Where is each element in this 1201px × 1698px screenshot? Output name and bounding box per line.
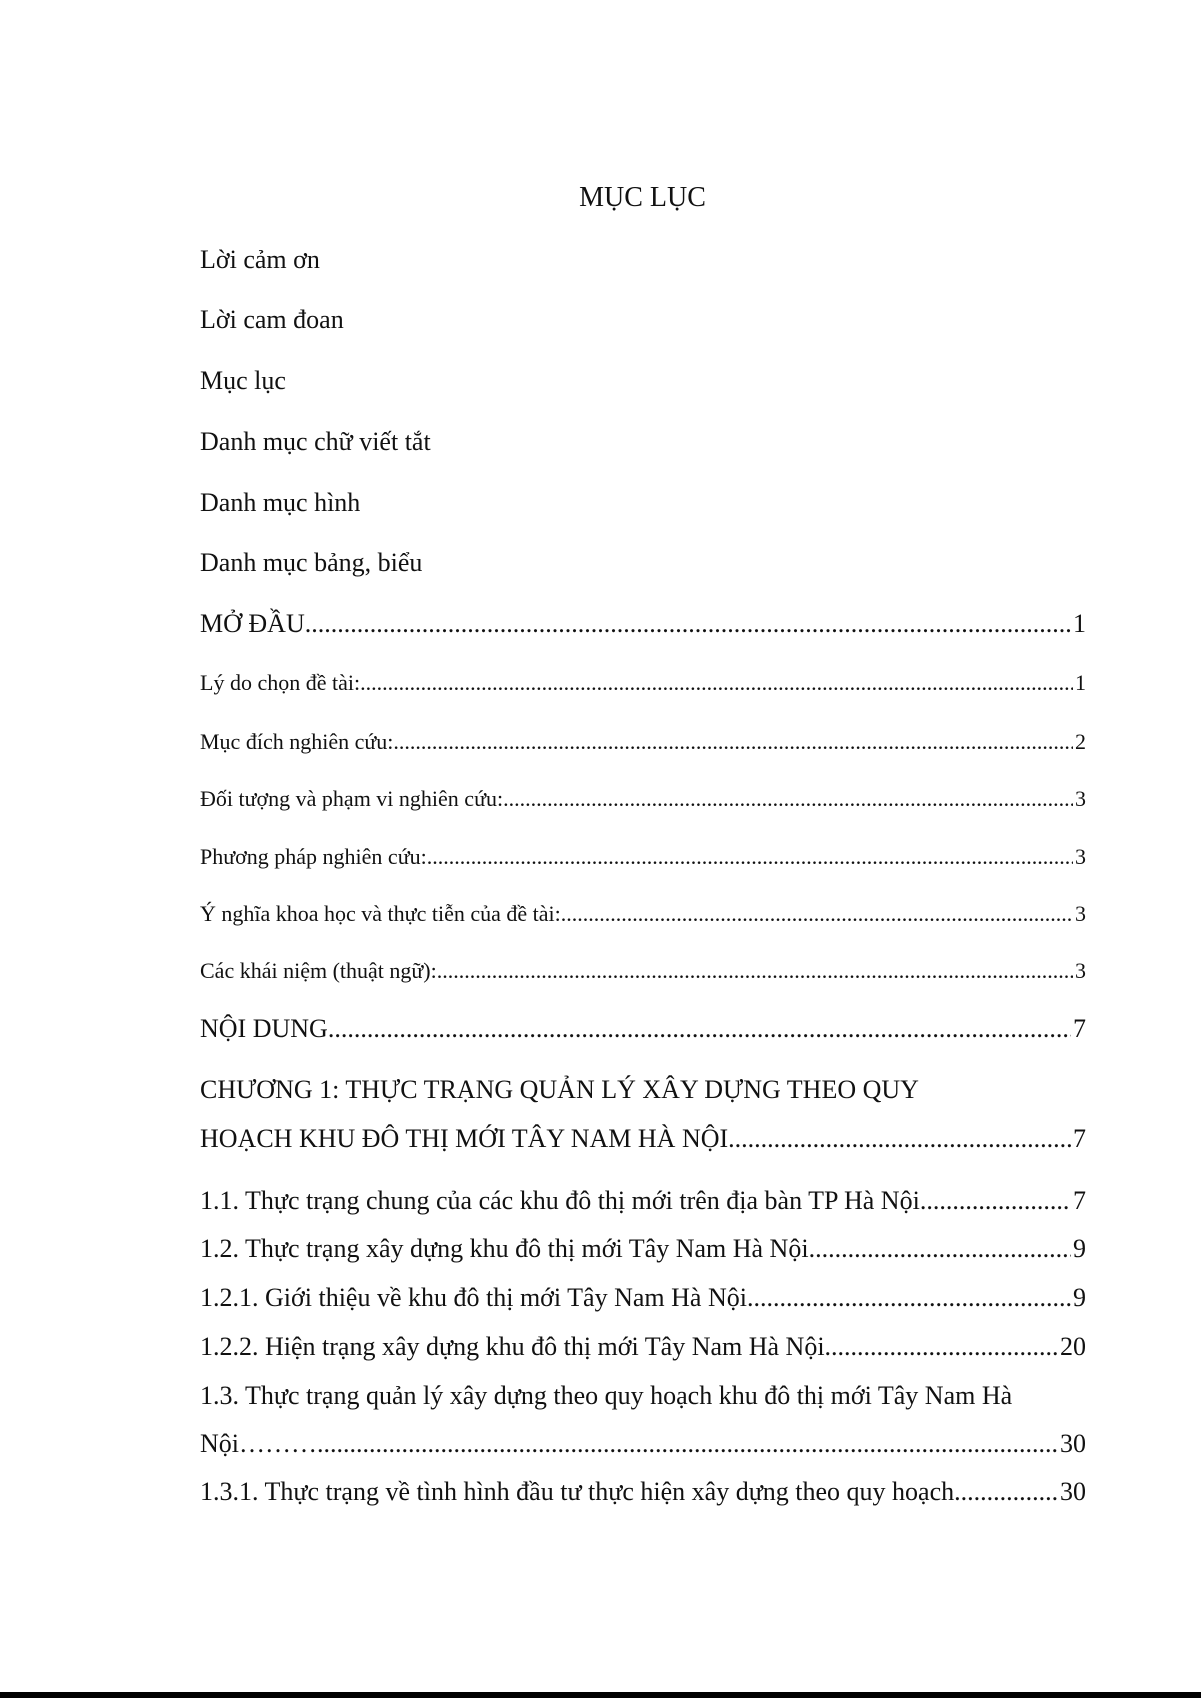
toc-page-number: 3 <box>1075 958 1086 983</box>
toc-entry-text: Lý do chọn đề tài: <box>200 670 361 695</box>
toc-entry-text: MỞ ĐẦU <box>200 609 305 638</box>
section-heading-line: 1.3. Thực trạng quản lý xây dựng theo quy hoạch khu đô thị mới Tây Nam Hà <box>200 1381 1013 1410</box>
toc-leader-dots <box>437 956 1073 986</box>
toc-leader-dots <box>954 1475 1058 1509</box>
toc-entry-text: Phương pháp nghiên cứu: <box>200 844 427 869</box>
front-matter-item: Danh mục chữ viết tắt <box>200 427 431 456</box>
toc-entry-text: 1.2.2. Hiện trạng xây dựng khu đô thị mới Tây Nam Hà Nội <box>200 1332 825 1361</box>
toc-page-number: 7 <box>1073 1186 1086 1215</box>
toc-entry <box>200 842 1086 872</box>
toc-entry <box>200 899 1086 929</box>
toc-entry <box>200 1184 1086 1218</box>
toc-leader-dots <box>503 784 1073 814</box>
toc-page-number: 9 <box>1073 1234 1086 1263</box>
toc-entry <box>200 727 1086 757</box>
toc-entry <box>200 784 1086 814</box>
toc-entry <box>200 1232 1086 1266</box>
toc-leader-dots <box>561 899 1073 929</box>
toc-entry-text: 1.2. Thực trạng xây dựng khu đô thị mới Tây Nam Hà Nội <box>200 1234 809 1263</box>
front-matter-item: Lời cam đoan <box>200 305 344 334</box>
toc-leader-dots <box>809 1232 1071 1266</box>
toc-leader-dots <box>920 1184 1071 1218</box>
toc-entry-text: HOẠCH KHU ĐÔ THỊ MỚI TÂY NAM HÀ NỘI <box>200 1124 729 1153</box>
front-matter-item: Lời cảm ơn <box>200 245 320 274</box>
toc-leader-dots <box>427 842 1073 872</box>
toc-entry-text: 1.1. Thực trạng chung của các khu đô thị mới trên địa bàn TP Hà Nội <box>200 1186 920 1215</box>
toc-leader-dots <box>305 607 1071 641</box>
toc-page-number: 3 <box>1075 901 1086 926</box>
toc-entry <box>200 1122 1086 1156</box>
toc-entry-text: Mục đích nghiên cứu: <box>200 729 394 754</box>
toc-page-number: 2 <box>1075 729 1086 754</box>
toc-entry <box>200 607 1086 641</box>
toc-leader-dots <box>393 727 1073 757</box>
toc-page-number: 3 <box>1075 844 1086 869</box>
toc-heading: MỤC LỤC <box>579 182 706 213</box>
toc-page-number: 1 <box>1075 670 1086 695</box>
toc-entry-text: Đối tượng và phạm vi nghiên cứu: <box>200 786 504 811</box>
toc-entry-text: Ý nghĩa khoa học và thực tiễn của đề tài: <box>200 901 561 926</box>
toc-page-number: 7 <box>1073 1124 1086 1153</box>
toc-entry <box>200 1281 1086 1315</box>
toc-page-number: 1 <box>1073 609 1086 638</box>
toc-entry-text: Nội……… <box>200 1429 317 1458</box>
toc-leader-dots <box>360 668 1073 698</box>
toc-page-number: 9 <box>1073 1283 1086 1312</box>
toc-page-number: 3 <box>1075 786 1086 811</box>
toc-entry <box>200 1475 1086 1509</box>
toc-leader-dots <box>825 1330 1058 1364</box>
toc-leader-dots <box>317 1427 1058 1461</box>
toc-entry <box>200 1427 1086 1461</box>
front-matter-item: Danh mục bảng, biểu <box>200 548 423 577</box>
chapter-heading-line: CHƯƠNG 1: THỰC TRẠNG QUẢN LÝ XÂY DỰNG THEO QUY <box>200 1075 919 1104</box>
toc-entry <box>200 1330 1086 1364</box>
toc-leader-dots <box>747 1281 1071 1315</box>
toc-page-number: 30 <box>1060 1477 1086 1506</box>
toc-entry-text: 1.3.1. Thực trạng về tình hình đầu tư thực hiện xây dựng theo quy hoạch <box>200 1477 955 1506</box>
toc-entry <box>200 1012 1086 1046</box>
toc-entry <box>200 668 1086 698</box>
front-matter-item: Danh mục hình <box>200 488 361 517</box>
toc-entry-text: 1.2.1. Giới thiệu về khu đô thị mới Tây Nam Hà Nội <box>200 1283 747 1312</box>
toc-leader-dots <box>328 1012 1071 1046</box>
page-bottom-border <box>0 1692 1201 1698</box>
front-matter-item: Mục lục <box>200 366 286 395</box>
toc-entry-text: Các khái niệm (thuật ngữ): <box>200 958 437 983</box>
toc-entry-text: NỘI DUNG <box>200 1014 328 1043</box>
toc-page-number: 7 <box>1073 1014 1086 1043</box>
toc-leader-dots <box>728 1122 1071 1156</box>
toc-page-number: 30 <box>1060 1429 1086 1458</box>
toc-entry <box>200 956 1086 986</box>
toc-page-number: 20 <box>1060 1332 1086 1361</box>
